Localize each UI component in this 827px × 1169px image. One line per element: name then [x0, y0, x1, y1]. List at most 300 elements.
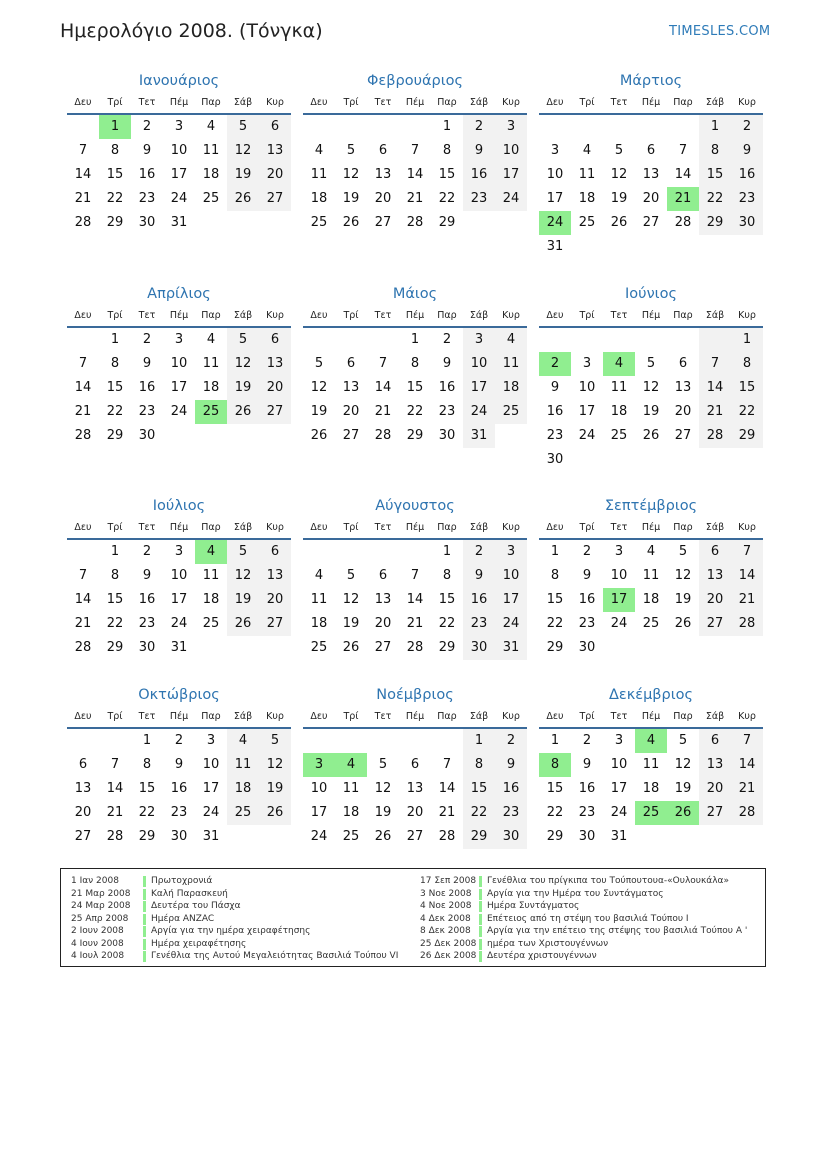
day-cell: 9 — [174, 757, 184, 772]
weekday-label: Τετ — [374, 522, 392, 533]
weekday-label: Σάβ — [233, 310, 253, 321]
holiday-day-cell: 17 — [603, 588, 635, 612]
holiday-day-cell: 4 — [603, 352, 635, 376]
day-cell: 19 — [259, 777, 291, 801]
day-cell: 14 — [374, 380, 392, 395]
weekday-header — [303, 707, 527, 729]
day-cell: 21 — [374, 404, 392, 419]
holiday-date: 3 Νοε 2008 — [420, 888, 472, 899]
weekday-label: Τετ — [138, 522, 156, 533]
day-cell: 1 — [410, 332, 420, 347]
day-cell: 22 — [106, 191, 124, 206]
weekday-label: Παρ — [437, 97, 457, 108]
month-calendar — [303, 686, 527, 849]
day-cell: 5 — [646, 356, 656, 371]
day-cell: 10 — [495, 139, 527, 163]
day-cell: 3 — [495, 540, 527, 564]
day-cell: 16 — [731, 163, 763, 187]
day-cell: 19 — [674, 592, 692, 607]
day-cell: 2 — [442, 332, 452, 347]
day-cell: 4 — [227, 729, 259, 753]
day-cell: 29 — [699, 211, 731, 235]
day-cell: 1 — [110, 544, 120, 559]
day-cell: 12 — [374, 781, 392, 796]
month-calendar — [67, 72, 291, 235]
weekday-label: Σάβ — [233, 711, 253, 722]
weekday-label: Παρ — [201, 711, 221, 722]
day-cell: 29 — [546, 640, 564, 655]
day-cell: 13 — [642, 167, 660, 182]
holiday-day-cell: 4 — [195, 540, 227, 564]
holiday-name: Πρωτοχρονιά — [151, 876, 213, 886]
month-calendar — [539, 497, 763, 660]
day-cell: 1 — [731, 328, 763, 352]
weekday-label: Δευ — [310, 522, 328, 533]
day-cell: 7 — [731, 729, 763, 753]
day-cell: 8 — [550, 568, 560, 583]
day-cell: 6 — [259, 328, 291, 352]
day-cell: 23 — [546, 428, 564, 443]
month-calendar — [539, 285, 763, 472]
day-cell: 7 — [78, 356, 88, 371]
day-cell: 4 — [314, 143, 324, 158]
day-cell: 15 — [699, 163, 731, 187]
day-cell: 14 — [699, 376, 731, 400]
month-name: Σεπτέμβριος — [604, 498, 698, 514]
day-cell: 28 — [674, 215, 692, 230]
holiday-name: Αργία για την Ημέρα του Συντάγματος — [487, 888, 664, 899]
day-cell: 13 — [406, 781, 424, 796]
day-cell: 20 — [674, 404, 692, 419]
day-cell: 8 — [463, 753, 495, 777]
weekday-label: Παρ — [201, 522, 221, 533]
holiday-legend — [60, 868, 766, 967]
day-cell: 11 — [310, 167, 328, 182]
weekday-label: Τρί — [343, 522, 359, 533]
day-cell: 27 — [699, 612, 731, 636]
weekday-label: Πέμ — [169, 711, 189, 722]
empty-cell — [367, 540, 399, 564]
holiday-date: 25 Δεκ 2008 — [420, 938, 477, 949]
day-cell: 30 — [138, 428, 156, 443]
day-cell: 28 — [699, 424, 731, 448]
day-grid — [67, 328, 291, 448]
day-grid — [303, 328, 527, 448]
day-cell: 22 — [438, 616, 456, 631]
day-cell: 11 — [495, 352, 527, 376]
holiday-date: 26 Δεκ 2008 — [420, 951, 477, 961]
day-cell: 11 — [202, 568, 220, 583]
day-cell: 17 — [170, 592, 188, 607]
weekday-label: Δευ — [546, 97, 564, 108]
day-cell: 7 — [110, 757, 120, 772]
day-cell: 7 — [731, 540, 763, 564]
day-cell: 25 — [642, 616, 660, 631]
month-name: Φεβρουάριος — [366, 73, 464, 89]
weekday-label: Πέμ — [169, 522, 189, 533]
holiday-marker — [479, 926, 482, 937]
month-name: Μάιος — [392, 286, 438, 302]
month-name: Αύγουστος — [375, 498, 455, 514]
day-cell: 30 — [546, 452, 564, 467]
day-cell: 31 — [170, 215, 188, 230]
day-cell: 7 — [410, 568, 420, 583]
holiday-date: 25 Απρ 2008 — [71, 913, 129, 924]
day-cell: 27 — [259, 187, 291, 211]
day-cell: 25 — [310, 640, 328, 655]
empty-cell — [539, 328, 571, 352]
holiday-day-cell: 4 — [335, 753, 367, 777]
day-cell: 10 — [202, 757, 220, 772]
day-cell: 12 — [674, 568, 692, 583]
day-cell: 26 — [342, 215, 360, 230]
day-cell: 26 — [310, 428, 328, 443]
day-cell: 13 — [374, 167, 392, 182]
day-cell: 12 — [227, 352, 259, 376]
weekday-label: Τρί — [107, 310, 123, 321]
holiday-date: 4 Ιουν 2008 — [71, 938, 124, 949]
day-cell: 16 — [578, 781, 596, 796]
site-link[interactable]: TIMESLES.COM — [669, 24, 771, 39]
day-cell: 12 — [610, 167, 628, 182]
holiday-date: 2 Ιουν 2008 — [71, 926, 124, 936]
day-cell: 1 — [550, 733, 560, 748]
month-calendar — [303, 72, 527, 235]
day-cell: 3 — [463, 328, 495, 352]
day-cell: 6 — [78, 757, 88, 772]
weekday-label: Πέμ — [641, 97, 661, 108]
month-calendar — [67, 285, 291, 448]
day-cell: 18 — [642, 592, 660, 607]
holiday-day-cell: 8 — [539, 753, 571, 777]
day-cell: 14 — [106, 781, 124, 796]
day-cell: 14 — [74, 380, 92, 395]
day-cell: 25 — [202, 191, 220, 206]
day-cell: 30 — [731, 211, 763, 235]
day-cell: 7 — [410, 143, 420, 158]
day-cell: 8 — [442, 143, 452, 158]
weekday-label: Τετ — [610, 97, 628, 108]
weekday-label: Τρί — [107, 522, 123, 533]
day-grid — [539, 115, 763, 259]
day-cell: 10 — [610, 568, 628, 583]
day-cell: 26 — [227, 187, 259, 211]
day-cell: 14 — [731, 753, 763, 777]
day-cell: 17 — [310, 805, 328, 820]
month-calendar — [67, 497, 291, 660]
month-calendar — [303, 497, 527, 660]
month-calendar — [539, 72, 763, 259]
day-cell: 18 — [310, 616, 328, 631]
day-cell: 7 — [699, 352, 731, 376]
day-cell: 17 — [578, 404, 596, 419]
holiday-date: 17 Σεπ 2008 — [420, 876, 477, 886]
day-cell: 14 — [674, 167, 692, 182]
day-cell: 2 — [142, 119, 152, 134]
weekday-label: Τετ — [610, 310, 628, 321]
weekday-label: Τρί — [107, 97, 123, 108]
day-cell: 14 — [438, 781, 456, 796]
day-cell: 19 — [642, 404, 660, 419]
day-cell: 24 — [170, 404, 188, 419]
day-cell: 12 — [642, 380, 660, 395]
day-cell: 13 — [699, 564, 731, 588]
day-cell: 14 — [74, 592, 92, 607]
holiday-marker — [143, 889, 146, 900]
weekday-label: Τετ — [374, 711, 392, 722]
day-cell: 11 — [227, 753, 259, 777]
weekday-label: Πέμ — [169, 97, 189, 108]
holiday-date: 24 Μαρ 2008 — [71, 901, 131, 911]
day-cell: 29 — [463, 825, 495, 849]
day-cell: 27 — [674, 428, 692, 443]
day-cell: 23 — [731, 187, 763, 211]
day-cell: 20 — [699, 588, 731, 612]
day-cell: 10 — [463, 352, 495, 376]
day-cell: 8 — [699, 139, 731, 163]
weekday-label: Σάβ — [705, 522, 725, 533]
holiday-date: 4 Ιουλ 2008 — [71, 951, 125, 961]
holiday-marker — [143, 901, 146, 912]
day-cell: 20 — [259, 588, 291, 612]
day-cell: 19 — [674, 781, 692, 796]
day-cell: 9 — [142, 143, 152, 158]
empty-cell — [67, 540, 99, 564]
empty-cell — [303, 729, 335, 753]
day-cell: 24 — [495, 612, 527, 636]
day-cell: 21 — [699, 400, 731, 424]
day-cell: 25 — [578, 215, 596, 230]
empty-cell — [603, 115, 635, 139]
day-cell: 16 — [138, 167, 156, 182]
day-cell: 5 — [614, 143, 624, 158]
day-cell: 5 — [378, 757, 388, 772]
day-cell: 29 — [106, 215, 124, 230]
day-cell: 9 — [582, 568, 592, 583]
weekday-label: Δευ — [74, 97, 92, 108]
day-cell: 13 — [259, 352, 291, 376]
day-cell: 2 — [174, 733, 184, 748]
weekday-label: Δευ — [74, 711, 92, 722]
day-cell: 6 — [699, 729, 731, 753]
holiday-marker — [479, 951, 482, 962]
day-cell: 30 — [578, 829, 596, 844]
holiday-name: Καλή Παρασκευή — [151, 888, 228, 899]
weekday-label: Πέμ — [641, 711, 661, 722]
day-cell: 1 — [142, 733, 152, 748]
day-cell: 8 — [110, 568, 120, 583]
weekday-label: Σάβ — [705, 97, 725, 108]
day-cell: 11 — [342, 781, 360, 796]
day-cell: 26 — [674, 616, 692, 631]
weekday-label: Δευ — [74, 522, 92, 533]
day-cell: 9 — [142, 568, 152, 583]
holiday-marker — [479, 914, 482, 925]
weekday-label: Τρί — [579, 711, 595, 722]
weekday-label: Κυρ — [266, 310, 284, 321]
day-cell: 10 — [495, 564, 527, 588]
day-cell: 6 — [259, 115, 291, 139]
weekday-label: Σάβ — [705, 310, 725, 321]
day-cell: 9 — [582, 757, 592, 772]
day-cell: 15 — [546, 592, 564, 607]
day-cell: 10 — [578, 380, 596, 395]
month-calendar — [303, 285, 527, 448]
day-cell: 2 — [142, 544, 152, 559]
day-cell: 24 — [310, 829, 328, 844]
weekday-header — [303, 306, 527, 328]
day-cell: 26 — [642, 428, 660, 443]
weekday-label: Τετ — [610, 711, 628, 722]
day-cell: 5 — [227, 540, 259, 564]
holiday-date: 4 Νοε 2008 — [420, 901, 472, 911]
day-grid — [539, 729, 763, 849]
day-cell: 15 — [106, 592, 124, 607]
day-cell: 2 — [582, 733, 592, 748]
day-grid — [303, 115, 527, 235]
weekday-header — [67, 93, 291, 115]
day-cell: 30 — [578, 640, 596, 655]
weekday-label: Πέμ — [405, 310, 425, 321]
day-cell: 3 — [174, 544, 184, 559]
day-cell: 26 — [227, 400, 259, 424]
holiday-name: Γενέθλια της Αυτού Μεγαλειότητας Βασιλιά Τούπου VI — [151, 951, 399, 961]
day-cell: 2 — [731, 115, 763, 139]
day-cell: 18 — [642, 781, 660, 796]
day-cell: 20 — [374, 616, 392, 631]
day-cell: 10 — [170, 143, 188, 158]
weekday-label: Τρί — [579, 97, 595, 108]
day-cell: 27 — [259, 612, 291, 636]
weekday-label: Τρί — [579, 522, 595, 533]
day-cell: 8 — [110, 143, 120, 158]
empty-cell — [399, 540, 431, 564]
day-cell: 17 — [610, 781, 628, 796]
day-cell: 27 — [406, 829, 424, 844]
day-cell: 3 — [495, 115, 527, 139]
day-cell: 8 — [142, 757, 152, 772]
day-cell: 29 — [106, 428, 124, 443]
day-cell: 22 — [138, 805, 156, 820]
day-cell: 18 — [202, 380, 220, 395]
day-cell: 17 — [170, 167, 188, 182]
weekday-header — [539, 306, 763, 328]
day-cell: 3 — [614, 733, 624, 748]
weekday-label: Δευ — [546, 310, 564, 321]
day-grid — [539, 328, 763, 472]
day-cell: 18 — [202, 167, 220, 182]
day-cell: 18 — [202, 592, 220, 607]
month-name: Απρίλιος — [147, 286, 211, 302]
day-grid — [303, 540, 527, 660]
page-title: Ημερολόγιο 2008. (Τόνγκα) — [60, 20, 323, 42]
day-cell: 15 — [438, 592, 456, 607]
day-cell: 25 — [202, 616, 220, 631]
day-cell: 23 — [463, 187, 495, 211]
empty-cell — [99, 729, 131, 753]
empty-cell — [303, 115, 335, 139]
weekday-label: Σάβ — [233, 522, 253, 533]
weekday-label: Δευ — [546, 711, 564, 722]
day-cell: 1 — [110, 332, 120, 347]
weekday-label: Πέμ — [641, 522, 661, 533]
day-cell: 28 — [74, 640, 92, 655]
day-cell: 23 — [578, 805, 596, 820]
day-cell: 31 — [546, 239, 564, 254]
empty-cell — [335, 328, 367, 352]
day-cell: 27 — [642, 215, 660, 230]
day-cell: 5 — [678, 733, 688, 748]
empty-cell — [667, 328, 699, 352]
day-cell: 9 — [495, 753, 527, 777]
day-cell: 28 — [74, 428, 92, 443]
day-cell: 14 — [731, 564, 763, 588]
weekday-label: Παρ — [437, 711, 457, 722]
day-cell: 25 — [495, 400, 527, 424]
day-cell: 5 — [259, 729, 291, 753]
weekday-label: Κυρ — [266, 97, 284, 108]
weekday-label: Τρί — [579, 310, 595, 321]
empty-cell — [67, 115, 99, 139]
day-cell: 13 — [259, 139, 291, 163]
day-cell: 12 — [259, 753, 291, 777]
empty-cell — [539, 115, 571, 139]
day-cell: 19 — [227, 163, 259, 187]
holiday-date: 4 Δεκ 2008 — [420, 913, 471, 924]
day-cell: 22 — [546, 616, 564, 631]
holiday-name: Ημέρα χειραφέτησης — [151, 938, 247, 949]
day-cell: 4 — [206, 119, 216, 134]
weekday-label: Παρ — [673, 97, 693, 108]
day-cell: 28 — [731, 801, 763, 825]
day-cell: 23 — [170, 805, 188, 820]
day-cell: 27 — [699, 801, 731, 825]
day-cell: 18 — [578, 191, 596, 206]
day-cell: 19 — [227, 588, 259, 612]
day-cell: 28 — [731, 612, 763, 636]
day-cell: 19 — [342, 191, 360, 206]
day-cell: 22 — [406, 404, 424, 419]
day-cell: 16 — [138, 592, 156, 607]
weekday-label: Τετ — [138, 97, 156, 108]
day-cell: 9 — [550, 380, 560, 395]
weekday-label: Τετ — [610, 522, 628, 533]
day-cell: 20 — [259, 163, 291, 187]
month-name: Δεκέμβριος — [608, 687, 694, 703]
day-cell: 10 — [610, 757, 628, 772]
day-cell: 25 — [310, 215, 328, 230]
day-cell: 15 — [406, 380, 424, 395]
weekday-header — [539, 518, 763, 540]
day-cell: 29 — [731, 424, 763, 448]
day-cell: 26 — [342, 640, 360, 655]
day-cell: 8 — [410, 356, 420, 371]
day-cell: 2 — [463, 540, 495, 564]
weekday-label: Πέμ — [641, 310, 661, 321]
weekday-label: Πέμ — [405, 522, 425, 533]
day-cell: 27 — [342, 428, 360, 443]
day-cell: 23 — [495, 801, 527, 825]
holiday-name: Αργία για την ημέρα χειραφέτησης — [151, 926, 311, 936]
day-cell: 25 — [342, 829, 360, 844]
empty-cell — [667, 115, 699, 139]
day-cell: 14 — [406, 592, 424, 607]
day-grid — [67, 729, 291, 849]
day-cell: 7 — [378, 356, 388, 371]
weekday-label: Δευ — [310, 711, 328, 722]
day-cell: 26 — [610, 215, 628, 230]
weekday-label: Τετ — [138, 711, 156, 722]
